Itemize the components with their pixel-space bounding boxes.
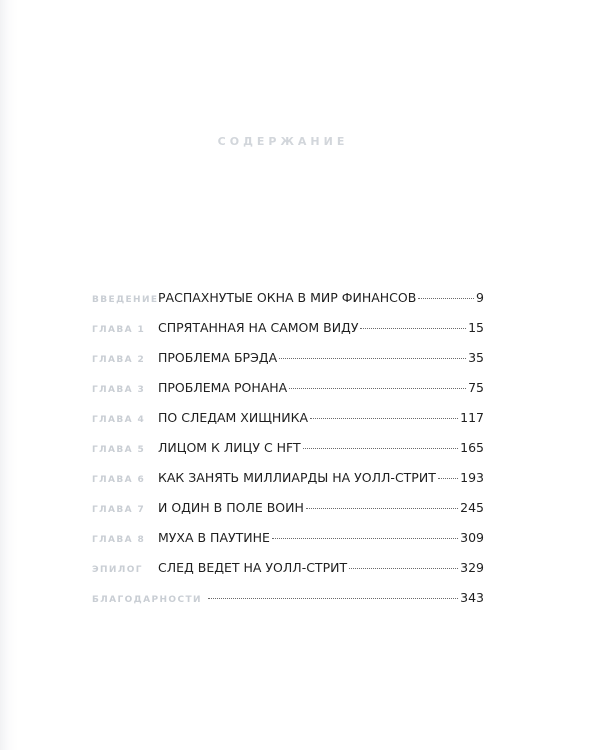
toc-entry-chapter-8 [92, 530, 484, 550]
contents-heading: СОДЕРЖАНИЕ [217, 135, 349, 148]
entry-title: КАК ЗАНЯТЬ МИЛЛИАРДЫ НА УОЛЛ-СТРИТ [158, 470, 436, 485]
entry-page-number: 343 [460, 590, 484, 605]
entry-label: ГЛАВА 6 [92, 475, 146, 485]
dot-leader [360, 328, 466, 329]
entry-page-number: 117 [460, 410, 484, 425]
toc-entry-chapter-4 [92, 410, 484, 430]
entry-title: МУХА В ПАУТИНЕ [158, 530, 270, 545]
dot-leader [289, 388, 466, 389]
entry-label: ГЛАВА 1 [92, 325, 146, 335]
entry-label: ГЛАВА 8 [92, 535, 146, 545]
entry-label: ГЛАВА 5 [92, 445, 146, 455]
entry-page-number: 309 [460, 530, 484, 545]
entry-page-number: 75 [468, 380, 484, 395]
entry-label: ГЛАВА 7 [92, 505, 146, 515]
toc-entry-introduction [92, 290, 484, 310]
dot-leader [310, 418, 458, 419]
toc-entry-chapter-5 [92, 440, 484, 460]
toc-entry-chapter-2 [92, 350, 484, 370]
entry-page-number: 165 [460, 440, 484, 455]
entry-page-number: 329 [460, 560, 484, 575]
entry-page-number: 15 [468, 320, 484, 335]
entry-title: ПРОБЛЕМА РОНАНА [158, 380, 288, 395]
toc-entry-chapter-6 [92, 470, 484, 490]
entry-label: ГЛАВА 2 [92, 355, 146, 365]
entry-label: ЭПИЛОГ [92, 565, 143, 575]
dot-leader [272, 538, 458, 539]
entry-label: ВВЕДЕНИЕ [92, 295, 159, 305]
toc-entry-chapter-7 [92, 500, 484, 520]
dot-leader [438, 478, 458, 479]
entry-title: И ОДИН В ПОЛЕ ВОИН [158, 500, 304, 515]
entry-label: ГЛАВА 4 [92, 415, 146, 425]
entry-label: ГЛАВА 3 [92, 385, 146, 395]
dot-leader [208, 598, 458, 599]
entry-title: СЛЕД ВЕДЕТ НА УОЛЛ-СТРИТ [158, 560, 348, 575]
dot-leader [306, 508, 458, 509]
entry-page-number: 193 [460, 470, 484, 485]
entry-page-number: 35 [468, 350, 484, 365]
entry-title: СПРЯТАННАЯ НА САМОМ ВИДУ [158, 320, 359, 335]
dot-leader [349, 568, 458, 569]
entry-title: ЛИЦОМ К ЛИЦУ С HFT [158, 440, 301, 455]
entry-title: РАСПАХНУТЫЕ ОКНА В МИР ФИНАНСОВ [158, 290, 417, 305]
dot-leader [279, 358, 466, 359]
toc-entry-chapter-1 [92, 320, 484, 340]
entry-title: ПО СЛЕДАМ ХИЩНИКА [158, 410, 309, 425]
toc-entry-acknowledgements [92, 590, 484, 610]
dot-leader [418, 298, 474, 299]
entry-page-number: 9 [476, 290, 484, 305]
toc-entry-epilogue [92, 560, 484, 580]
toc-entry-chapter-3 [92, 380, 484, 400]
entry-page-number: 245 [460, 500, 484, 515]
entry-title: ПРОБЛЕМА БРЭДА [158, 350, 278, 365]
entry-label: БЛАГОДАРНОСТИ [92, 595, 202, 605]
dot-leader [303, 448, 458, 449]
